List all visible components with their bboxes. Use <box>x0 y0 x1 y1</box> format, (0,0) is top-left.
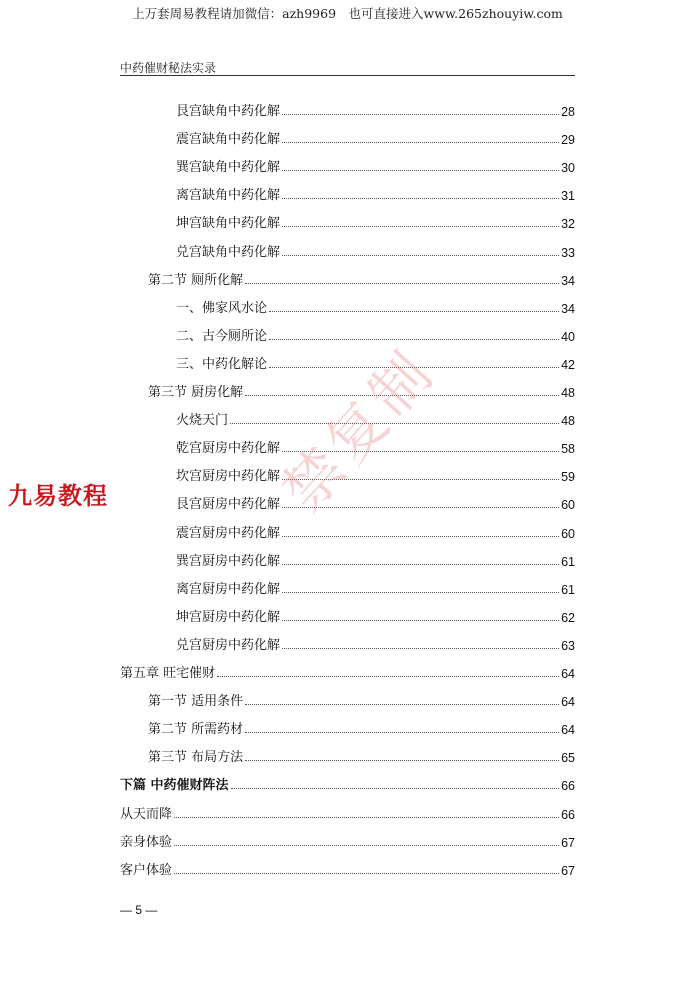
toc-entry-title: 离宫缺角中药化解 <box>176 188 281 204</box>
toc-entry[interactable] <box>148 743 575 765</box>
toc-entry-page: 67 <box>561 835 575 850</box>
toc-entry[interactable] <box>176 181 575 203</box>
toc-leader-dots <box>282 114 559 115</box>
toc-entry-page: 60 <box>561 498 575 513</box>
toc-entry-page: 31 <box>561 189 575 204</box>
toc-leader-dots <box>245 283 559 284</box>
toc-entry-title: 第一节 适用条件 <box>148 694 244 710</box>
toc-leader-dots <box>174 873 559 874</box>
toc-leader-dots <box>174 817 559 818</box>
running-header: 中药催财秘法实录 <box>120 61 217 75</box>
toc-leader-dots <box>282 255 559 256</box>
toc-entry-page: 61 <box>561 582 575 597</box>
toc-entry-title: 第二节 所需药材 <box>148 722 244 738</box>
toc-entry[interactable] <box>148 378 575 400</box>
toc-entry[interactable] <box>176 97 575 119</box>
toc-leader-dots <box>245 760 559 761</box>
toc-entry-page: 28 <box>561 105 575 119</box>
toc-entry[interactable] <box>176 350 575 372</box>
toc-entry-page: 65 <box>561 751 575 766</box>
toc-entry-title: 兑宫缺角中药化解 <box>176 244 281 260</box>
toc-entry-title: 客户体验 <box>120 862 173 878</box>
toc-entry-title: 亲身体验 <box>120 834 173 850</box>
toc-leader-dots <box>245 395 559 396</box>
toc-entry-page: 61 <box>561 554 575 569</box>
toc-entry-page: 34 <box>561 273 575 288</box>
toc-entry[interactable] <box>176 575 575 597</box>
toc-leader-dots <box>282 620 559 621</box>
toc-entry-page: 30 <box>561 161 575 176</box>
toc-entry-page: 67 <box>561 863 575 878</box>
toc-entry-page: 59 <box>561 470 575 485</box>
toc-entry[interactable] <box>120 771 575 793</box>
toc-entry[interactable] <box>176 631 575 653</box>
toc-entry-title: 三、中药化解论 <box>176 356 268 372</box>
toc-leader-dots <box>282 592 559 593</box>
toc-entry[interactable] <box>176 322 575 344</box>
toc-leader-dots <box>282 507 559 508</box>
toc-entry-page: 48 <box>561 414 575 429</box>
toc-leader-dots <box>282 479 559 480</box>
toc-entry[interactable] <box>176 238 575 260</box>
toc-entry[interactable] <box>120 856 575 878</box>
toc-entry-page: 40 <box>561 329 575 344</box>
toc-entry-title: 震宫缺角中药化解 <box>176 132 281 148</box>
toc-leader-dots <box>230 423 559 424</box>
toc-entry-page: 29 <box>561 133 575 148</box>
toc-entry[interactable] <box>120 800 575 822</box>
toc-leader-dots <box>269 339 559 340</box>
toc-entry-page: 66 <box>561 807 575 822</box>
toc-entry-title: 第三节 布局方法 <box>148 750 244 766</box>
toc-leader-dots <box>282 142 559 143</box>
toc-leader-dots <box>282 648 559 649</box>
toc-entry-page: 34 <box>561 301 575 316</box>
toc-entry-title: 一、佛家风水论 <box>176 300 268 316</box>
toc-entry-title: 兑宫厨房中药化解 <box>176 637 281 653</box>
toc-leader-dots <box>269 311 559 312</box>
toc-entry-title: 坤宫缺角中药化解 <box>176 216 281 232</box>
toc-entry-page: 60 <box>561 526 575 541</box>
toc-entry[interactable] <box>176 125 575 147</box>
toc-entry-page: 62 <box>561 610 575 625</box>
toc-entry[interactable] <box>176 406 575 428</box>
toc-entry[interactable] <box>176 294 575 316</box>
toc-leader-dots <box>282 198 559 199</box>
toc-entry[interactable] <box>148 687 575 709</box>
toc-entry-page: 42 <box>561 357 575 372</box>
toc-leader-dots <box>269 367 559 368</box>
toc-leader-dots <box>231 788 560 789</box>
toc-leader-dots <box>282 536 559 537</box>
toc-entry-title: 坎宫厨房中药化解 <box>176 469 281 485</box>
toc-entry-title: 第三节 厨房化解 <box>148 385 244 400</box>
toc-entry-title: 第二节 厕所化解 <box>148 272 244 288</box>
toc-entry[interactable] <box>120 828 575 850</box>
toc-entry-title: 第五章 旺宅催财 <box>120 666 216 681</box>
toc-entry-title: 下篇 中药催财阵法 <box>120 778 229 794</box>
toc-entry-title: 乾宫厨房中药化解 <box>176 441 281 457</box>
toc-entry-title: 震宫厨房中药化解 <box>176 525 281 541</box>
toc-entry-page: 32 <box>561 217 575 232</box>
page-number: — 5 — <box>120 903 158 917</box>
toc-entry-page: 64 <box>561 695 575 710</box>
toc-entry[interactable] <box>176 490 575 512</box>
toc-entry-page: 64 <box>561 723 575 738</box>
top-banner: 上万套周易教程请加微信：azh9969 也可直接进入www.265zhouyiw.com <box>132 6 563 21</box>
toc-entry-title: 从天而降 <box>120 806 173 822</box>
toc-leader-dots <box>245 732 559 733</box>
toc-leader-dots <box>282 564 559 565</box>
toc-entry-title: 坤宫厨房中药化解 <box>176 609 281 625</box>
toc-entry-page: 64 <box>561 667 575 681</box>
toc-entry-page: 66 <box>561 779 575 794</box>
toc-entry[interactable] <box>176 547 575 569</box>
toc-leader-dots <box>282 226 559 227</box>
toc-leader-dots <box>217 676 559 677</box>
toc-leader-dots <box>174 845 559 846</box>
toc-entry[interactable] <box>176 153 575 175</box>
toc-entry-page: 58 <box>561 442 575 457</box>
toc-entry-title: 二、古今厕所论 <box>176 328 268 344</box>
toc-entry-page: 33 <box>561 245 575 260</box>
toc-entry[interactable] <box>176 209 575 231</box>
toc-entry[interactable] <box>176 603 575 625</box>
toc-leader-dots <box>282 451 559 452</box>
toc-entry-title: 巽宫厨房中药化解 <box>176 553 281 569</box>
toc-entry[interactable] <box>148 715 575 737</box>
toc-entry[interactable] <box>176 434 575 456</box>
watermark-stamp: 禁复制 <box>269 336 449 525</box>
toc-entry[interactable] <box>176 462 575 484</box>
toc-entry-title: 离宫厨房中药化解 <box>176 581 281 597</box>
toc-entry[interactable] <box>148 266 575 288</box>
toc-entry[interactable] <box>120 659 575 681</box>
toc-entry-page: 48 <box>561 386 575 400</box>
toc-entry-page: 63 <box>561 638 575 653</box>
watermark-logo: 九易教程 <box>8 482 108 510</box>
toc-entry-title: 火烧天门 <box>176 413 229 429</box>
toc-leader-dots <box>245 704 559 705</box>
toc-entry-title: 艮宫缺角中药化解 <box>176 104 281 119</box>
toc-leader-dots <box>282 170 559 171</box>
toc-entry-title: 巽宫缺角中药化解 <box>176 160 281 176</box>
toc-entry[interactable] <box>176 519 575 541</box>
header-rule <box>120 75 575 76</box>
toc-entry-title: 艮宫厨房中药化解 <box>176 497 281 513</box>
